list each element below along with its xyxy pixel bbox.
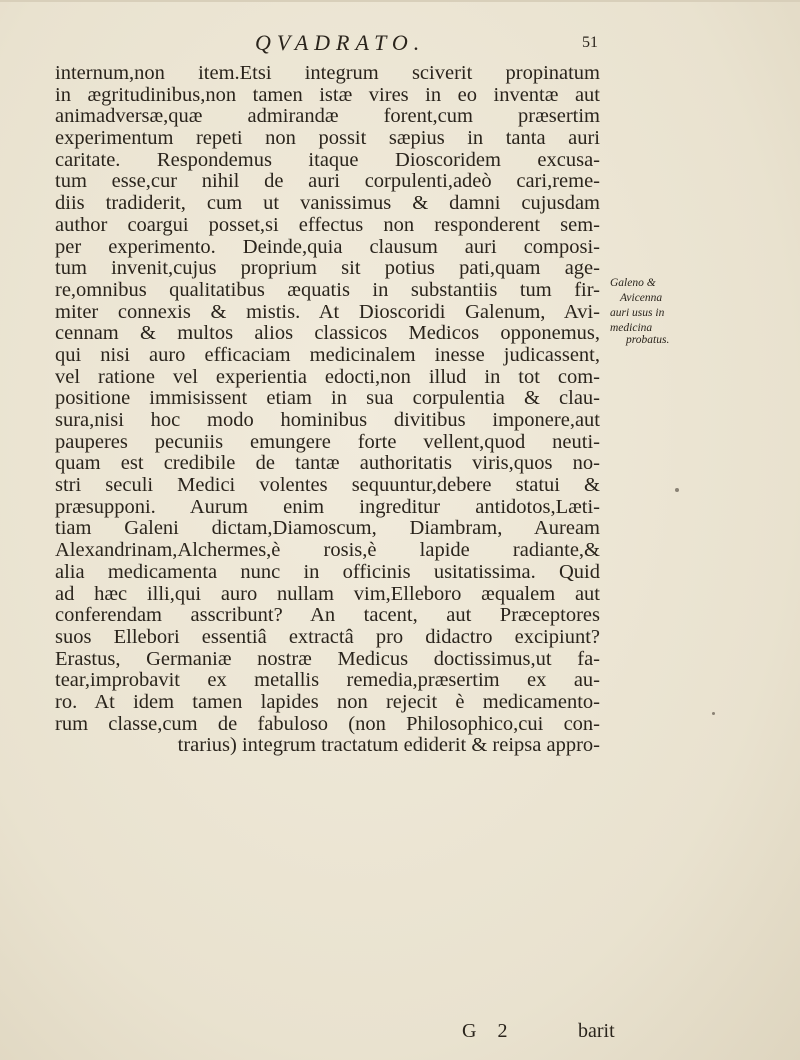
text-line: sura,nisi hoc modo hominibus divitibus imponere,aut [55,410,600,431]
text-line: re,omnibus qualitatibus æquatis in substantiis tum fir- [55,279,600,301]
margin-note-line: medicina [610,322,653,334]
ink-speck [712,712,715,715]
text-line: rum classe,cum de fabuloso (non Philosophico,cui con- [55,713,600,735]
margin-note-line: Avicenna [620,292,663,304]
page-edge [0,0,800,2]
text-line: caritate. Respondemus itaque Dioscoridem excusa- [55,149,600,171]
margin-note-line: auri usus in [610,307,665,319]
text-line: Erastus, Germaniæ nostræ Medicus doctissimus,ut fa- [55,648,600,670]
text-line: in ægritudinibus,non tamen istæ vires in eo inventæ aut [55,84,600,106]
signature-mark: G 2 [462,1020,516,1042]
text-line: author coargui posset,si effectus non responderent sem- [55,214,600,236]
page-number: 51 [582,34,598,51]
ink-speck [675,488,679,492]
text-line: experimentum repeti non possit sæpius in tanta auri [55,128,600,150]
text-line: suos Ellebori essentiâ extractâ pro didactro excipiunt? [55,626,600,648]
text-line: alia medicamenta nunc in officinis usitatissima. Quid [55,561,600,583]
text-line: tum invenit,cujus proprium sit potius pati,quam age- [55,258,600,280]
text-line: præsupponi. Aurum enim ingreditur antidotos,Læti- [55,496,600,518]
text-line: tum esse,cur nihil de auri corpulenti,adeò cari,reme- [55,171,600,193]
page-header [0,30,800,60]
margin-note-line: probatus. [626,334,670,346]
text-line: vel ratione vel experientia edocti,non illud in tot com- [55,366,600,388]
text-line: pauperes pecuniis emungere forte vellent,quod neuti- [55,431,600,453]
text-line: diis tradiderit, cum ut vanissimus & damni cujusdam [55,193,600,215]
text-line: miter connexis & mistis. At Dioscoridi Galenum, Avi- [55,301,600,323]
text-line: cennam & multos alios classicos Medicos opponemus, [55,323,600,345]
text-line: ad hæc illi,qui auro nullam vim,Elleboro æqualem aut [55,583,600,605]
page-footer [0,1020,800,1050]
text-line: tear,improbavit ex metallis remedia,præsertim ex au- [55,670,600,692]
text-line: quam est credibile de tantæ authoritatis viris,quos no- [55,453,600,475]
body-text [55,63,600,757]
text-line: stri seculi Medici volentes sequuntur,debere statui & [55,475,600,497]
margin-note-line: Galeno & [610,277,656,289]
running-title: QVADRATO. [255,30,426,55]
text-line: conferendam asscribunt? An tacent, aut Præceptores [55,605,600,627]
text-line: tiam Galeni dictam,Diamoscum, Diambram, Auream [55,518,600,540]
text-line: internum,non item.Etsi integrum sciverit propinatum [55,63,600,84]
text-line: Alexandrinam,Alchermes,è rosis,è lapide radiante,& [55,540,600,562]
text-line: positione immisissent etiam in sua corpulentia & clau- [55,388,600,410]
text-line: qui nisi auro efficaciam medicinalem inesse judicassent, [55,344,600,366]
text-line: animadversæ,quæ admirandæ forent,cum præsertim [55,106,600,128]
text-line: per experimento. Deinde,quia clausum auri composi- [55,236,600,258]
catchword: barit [578,1020,615,1042]
text-line: ro. At idem tamen lapides non rejecit è medicamento- [55,691,600,713]
margin-note [610,276,790,348]
text-line: trarius) integrum tractatum ediderit & reipsa appro- [177,735,600,757]
